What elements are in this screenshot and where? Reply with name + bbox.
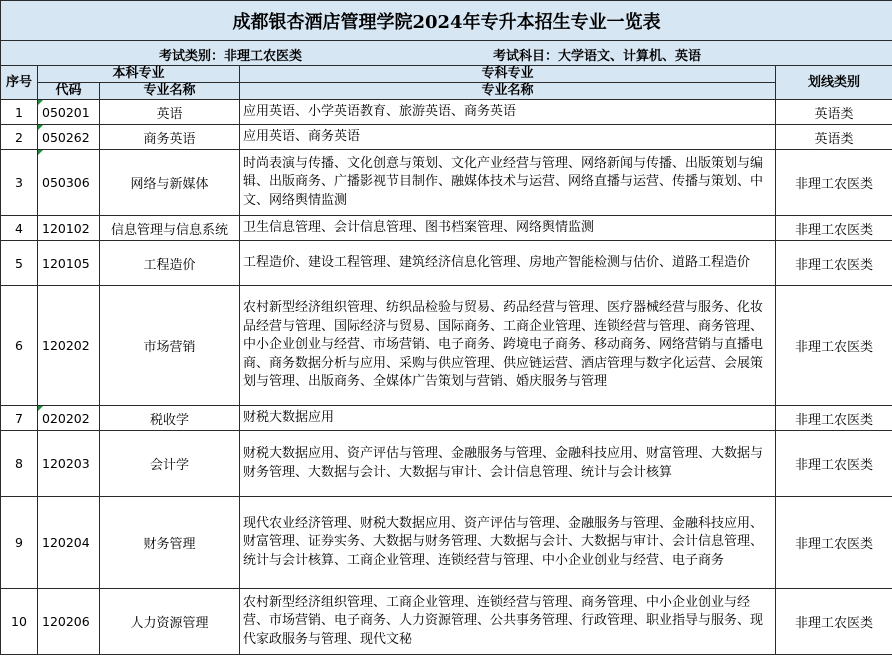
row-major-name: 税收学 <box>100 406 240 431</box>
table-row <box>1 100 892 125</box>
row-code: 050306 <box>38 150 100 216</box>
header-college-major-name: 专业名称 <box>240 83 776 100</box>
row-code: 120105 <box>38 241 100 286</box>
row-seq: 8 <box>1 431 38 497</box>
row-major-name: 工程造价 <box>100 241 240 286</box>
header-line-type: 划线类别 <box>776 66 892 100</box>
row-line-type: 英语类 <box>776 100 892 125</box>
row-code: 120204 <box>38 497 100 589</box>
cell-note-marker-icon <box>38 150 43 155</box>
row-college-majors: 农村新型经济组织管理、工商企业管理、连锁经营与管理、商务管理、中小企业创业与经营、市场营销、电子商务、人力资源管理、公共事务管理、行政管理、职业指导与服务、现代家政服务与管理、现代文秘 <box>240 589 776 655</box>
row-major-name: 英语 <box>100 100 240 125</box>
row-college-majors: 现代农业经济管理、财税大数据应用、资产评估与管理、金融服务与管理、金融科技应用、财富管理、证券实务、大数据与财务管理、大数据与会计、大数据与审计、会计信息管理、统计与会计核算、工商企业管理、连锁经营与管理、中小企业创业与经营、电子商务 <box>240 497 776 589</box>
row-college-majors: 财税大数据应用、资产评估与管理、金融服务与管理、金融科技应用、财富管理、大数据与财务管理、大数据与会计、大数据与审计、会计信息管理、统计与会计核算 <box>240 431 776 497</box>
row-seq: 7 <box>1 406 38 431</box>
row-line-type: 非理工农医类 <box>776 497 892 589</box>
row-seq: 5 <box>1 241 38 286</box>
table-title: 成都银杏酒店管理学院2024年专升本招生专业一览表 <box>1 1 892 41</box>
table-row <box>1 431 892 497</box>
table-row <box>1 150 892 216</box>
row-code: 120206 <box>38 589 100 655</box>
row-seq: 3 <box>1 150 38 216</box>
row-seq: 2 <box>1 125 38 150</box>
row-line-type: 非理工农医类 <box>776 216 892 241</box>
header-major-name: 专业名称 <box>100 83 240 100</box>
row-major-name: 市场营销 <box>100 286 240 406</box>
cell-note-marker-icon <box>38 125 43 130</box>
row-seq: 4 <box>1 216 38 241</box>
table-row <box>1 216 892 241</box>
row-major-name: 信息管理与信息系统 <box>100 216 240 241</box>
row-seq: 9 <box>1 497 38 589</box>
row-college-majors: 农村新型经济组织管理、纺织品检验与贸易、药品经营与管理、医疗器械经营与服务、化妆品经营与管理、国际经济与贸易、国际商务、工商企业管理、连锁经营与管理、商务管理、中小企业创业与经营、市场营销、电子商务、跨境电子商务、移动商务、网络营销与直播电商、商务数据分析与应用、采购与供应管理、供应链运营、酒店管理与数字化运营、会展策划与管理、出版商务、全媒体广告策划与营销、婚庆服务与管理 <box>240 286 776 406</box>
row-code: 120202 <box>38 286 100 406</box>
exam-subjects: 考试科目：大学语文、计算机、英语 <box>493 49 702 64</box>
row-line-type: 非理工农医类 <box>776 150 892 216</box>
row-line-type: 非理工农医类 <box>776 431 892 497</box>
table-row <box>1 241 892 286</box>
row-code: 020202 <box>38 406 100 431</box>
row-major-name: 财务管理 <box>100 497 240 589</box>
table-row <box>1 406 892 431</box>
table-row <box>1 589 892 655</box>
cell-note-marker-icon <box>38 406 43 411</box>
row-college-majors: 工程造价、建设工程管理、建筑经济信息化管理、房地产智能检测与估价、道路工程造价 <box>240 241 776 286</box>
table-row <box>1 125 892 150</box>
exam-info-row <box>1 41 892 66</box>
row-line-type: 英语类 <box>776 125 892 150</box>
row-line-type: 非理工农医类 <box>776 241 892 286</box>
row-major-name: 会计学 <box>100 431 240 497</box>
row-code: 120203 <box>38 431 100 497</box>
exam-category: 考试类别：非理工农医类 <box>159 49 303 64</box>
row-seq: 6 <box>1 286 38 406</box>
row-code: 050262 <box>38 125 100 150</box>
row-major-name: 人力资源管理 <box>100 589 240 655</box>
row-college-majors: 财税大数据应用 <box>240 406 776 431</box>
row-major-name: 网络与新媒体 <box>100 150 240 216</box>
row-code: 120102 <box>38 216 100 241</box>
row-major-name: 商务英语 <box>100 125 240 150</box>
row-college-majors: 应用英语、商务英语 <box>240 125 776 150</box>
header-college-major: 专科专业 <box>240 66 776 83</box>
row-college-majors: 应用英语、小学英语教育、旅游英语、商务英语 <box>240 100 776 125</box>
row-seq: 1 <box>1 100 38 125</box>
table-row <box>1 286 892 406</box>
row-line-type: 非理工农医类 <box>776 406 892 431</box>
cell-note-marker-icon <box>38 100 43 105</box>
row-code: 050201 <box>38 100 100 125</box>
row-line-type: 非理工农医类 <box>776 589 892 655</box>
table-row <box>1 497 892 589</box>
row-line-type: 非理工农医类 <box>776 286 892 406</box>
header-code: 代码 <box>38 83 100 100</box>
row-college-majors: 卫生信息管理、会计信息管理、图书档案管理、网络舆情监测 <box>240 216 776 241</box>
row-college-majors: 时尚表演与传播、文化创意与策划、文化产业经营与管理、网络新闻与传播、出版策划与编辑、出版商务、广播影视节目制作、融媒体技术与运营、网络直播与运营、传播与策划、中文、网络舆情监测 <box>240 150 776 216</box>
row-seq: 10 <box>1 589 38 655</box>
header-seq: 序号 <box>1 66 38 100</box>
header-undergrad-major: 本科专业 <box>38 66 240 83</box>
